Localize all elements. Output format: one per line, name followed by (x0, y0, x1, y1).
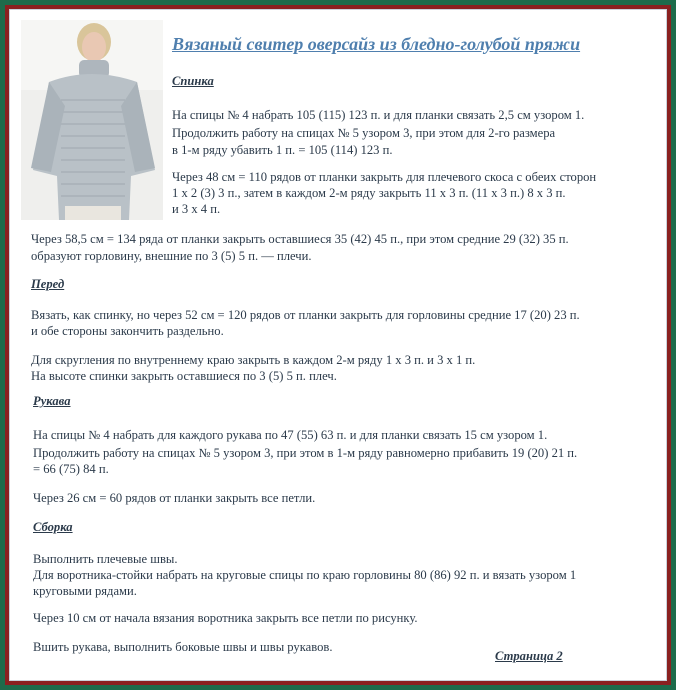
back-paragraph-1: На спицы № 4 набрать 105 (115) 123 п. и для планки связать 2,5 см узором 1. Продолжить работу на спицах № 5 узором 3, при этом для 2-го размера в 1-м ряду убавить 1 п. = 105 (114) 123 п. (172, 108, 585, 157)
assembly-paragraph-1: Выполнить плечевые швы. Для воротника-стойки набрать на круговые спицы по краю горловины 80 (86) 92 п. и вязать узором 1 круговыми рядами. (33, 552, 577, 598)
page-number: Страница 2 (495, 649, 563, 663)
page-title: Вязаный свитер оверсайз из бледно-голубой пряжи (172, 34, 581, 54)
back-paragraph-2: Через 48 см = 110 рядов от планки закрыть для плечевого скоса с обеих сторон 1 х 2 (3) 3 п., затем в каждом 2-м ряду закрыть 11 х 3 п. (11 х 3 п.) 8 х 3 п. и 3 х 4 п. (172, 170, 597, 216)
model-photo (21, 20, 163, 220)
knitwear-model-photo-icon (21, 20, 163, 220)
section-heading-front: Перед (31, 277, 65, 291)
sleeves-paragraph-1: На спицы № 4 набрать для каждого рукава по 47 (55) 63 п. и для планки связать 15 см узором 1. Продолжить работу на спицах № 5 узором 3, при этом в 1-м ряду равномерно прибавить 19 (20) 21 п. = 66 (75) 84 п. (33, 428, 578, 476)
assembly-paragraph-2: Через 10 см от начала вязания воротника закрыть все петли по рисунку. (33, 611, 418, 625)
section-heading-assembly: Сборка (33, 520, 73, 534)
assembly-paragraph-3: Вшить рукава, выполнить боковые швы и швы рукавов. (33, 640, 333, 654)
section-heading-sleeves: Рукава (33, 394, 71, 408)
back-paragraph-3: Через 58,5 см = 134 ряда от планки закрыть оставшиеся 35 (42) 45 п., при этом средние 29 (32) 35 п. образуют горловину, внешние по 3 (5) 5 п. — плечи. (31, 232, 569, 263)
pattern-page (9, 9, 667, 681)
section-heading-back: Спинка (172, 74, 214, 88)
front-paragraph-2: Для скругления по внутреннему краю закрыть в каждом 2-м ряду 1 х 3 п. и 3 х 1 п. На высоте спинки закрыть оставшиеся по 3 (5) 5 п. плеч. (31, 353, 476, 383)
sleeves-paragraph-2: Через 26 см = 60 рядов от планки закрыть все петли. (33, 491, 316, 505)
front-paragraph-1: Вязать, как спинку, но через 52 см = 120 рядов от планки закрыть для горловины средние 17 (20) 23 п. и обе стороны закончить раздельно. (31, 308, 580, 338)
